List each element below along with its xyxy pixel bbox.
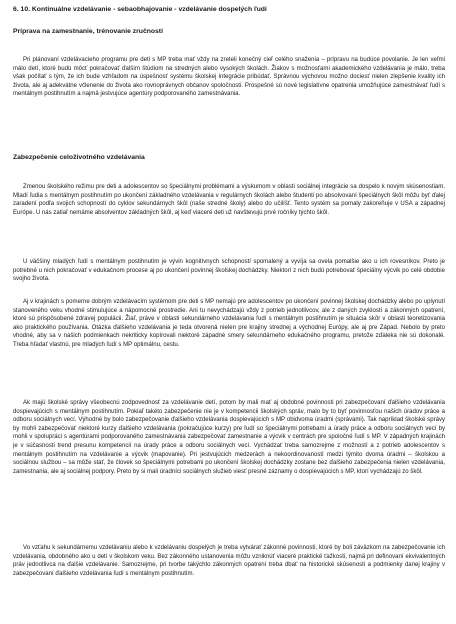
paragraph: Aj v krajinách s pomerne dobrým vzdelávacím systémom pre deti s MP nemajú pre adolescentov po ukončení povinnej školskej dochádzky alebo po uplynutí stanoveného veku vhodné stimulujúce a nápomocné prostredie. Ani tu nevychádzajú vždy z potrieb jednotlivcov, ale z daných zvyklostí a zákonných opatrení, ktoré sú prispôsobené zdravej populácii. Žiaľ, práve v oblasti sekundárneho vzdelávania ľudí s mentálnym postihnutím je situácia skôr v oblasti teoretizovania ako praktického používania. Otázka ďalšieho vzdelávania je teda otvorená nielen pre krajiny strednej a východnej Európy, ale aj pre Západ. Nebolo by preto vhodné, aby sa v našich podmienkach nekriticky kopírovali niektoré západné smery sekundárneho edukačného programu, pretože zďaleka nie sú dokonalé. Treba hľadať vlastnú, pre mladých ľudí s MP optimálnu, cestu. [13,299,445,348]
paragraph: Zmenou školského režimu pre deti a adolescentov so špeciálnymi problémami a výskumom v oblasti sociálnej integrácie sa dospelo k novým skúsenostiam. Mladí ľudia s mentálnym postihnutím po ukončení základného vzdelávania v regulárnych školách alebo študenti po absolvovaní špeciálnych škôl môžu byť ďalej zaradení podľa svojich schopností do cyklov sekundárnych škôl (naše stredné školy) alebo do učilíšť. Tento systém sa pomaly zakoreňuje v USA a západnej Európe. U nás zatiaľ nemáme absolventov základných škôl, aj keď viaceré deti už navštevujú prvé ročníky týchto škôl. [13,184,445,216]
paragraph: Ak majú školské správy všeobecnú zodpovednosť za vzdelávanie detí, potom by mali mať aj obdobné povinnosti pri zabezpečovaní ďalšieho vzdelávania dospievajúcich s mentálnym postihnutím. Pokiaľ takéto zabezpečenie nie je v kompetencii školských správ, malo by to byť povinnosťou našich úradov práce a odboru sociálnych vecí. Výhodné by bolo zabezpečovanie ďalšieho vzdelávania dospievajúcich s MP obidvoma úradmi (správami). Tak napríklad školské správy by mohli zabezpečovať niektoré kurzy ďalšieho vzdelávania (pokračujúce kurzy) pre ľudí so špeciálnymi potrebami a úrady práce a odboru sociálnych vecí by mohli v spolupráci s agentúrami podporovaného zamestnávania zabezpečovať zamestnanie a výcvik v centrách pre spoločné ľudí s MP. V západných krajinách je v súčasnosti trend presunu kompetencií na úrady práce a odboru sociálnych vecí. Vychádzať treba samozrejme z možností a z potrieb adolescentov s mentálnym postihnutím na vzdelávanie a výcvik (mapovanie). Pri jestvujúcich medzerách a nekoordinovaností medzi týmito dvoma úradmi – školskou a sociálnou službou – sa môže stať, že človek so špeciálnymi potrebami po ukončení školskej dochádzky zostane bez ďalšieho zabezpečenia nielen vzdelávania, zamestnania, ale aj sociálnej podpory. Preto by si mali úradníci sociálnych služieb viesť presné záznamy o dospievajúcich s MP, ktorí vychádzajú zo škôl. [13,400,445,475]
section-heading-lifelong-learning: Zabezpečenie celoživotného vzdelávania [13,154,145,161]
document-title: 6. 10. Kontinuálne vzdelávanie - sebaobhajovanie - vzdelávanie dospelých ľudí [13,6,267,13]
section-heading-job-preparation: Príprava na zamestnanie, trénovanie zručností [13,28,163,35]
paragraph: Pri plánovaní vzdelávacieho programu pre deti s MP treba mať vždy na zreteli konečný cieľ celého snaženia – prípravu na budúce povolanie. Je len veľmi málo detí, ktoré budú môcť pokračovať ďalším štúdiom na stredných alebo vysokých školách. Žiakov s možnosťami akademického vzdelávania je málo, treba však počítať s tým, že ich bude vzhľadom na úspešnosť systému školskej integrácie pribúdať. Správnou výchovou možno dociesť nielen zlepšenie kvality ich života, ale aj adekvátne včlenenie do života ako rovnoprávnych občanov spoločnosti. Prospešné sú nové legislatívne opatrenia umožňujúce zamestnávať ľudí s mentálnym postihnutím a najmä jestvujúce agentúry podporovaného zamestnávania. [13,57,445,98]
paragraph: Vo vzťahu k sekundárnemu vzdelávaniu alebo k vzdelávaniu dospelých je treba vytvárať zákonné povinnosti, ktoré by boli záväzkom na zabezpečovanie ich vzdelávania, obdobného ako u detí v školskom veku. Bez zákonného ustanovenia môžu vzniknúť viaceré praktické ťažkosti, najmä pri definovaní ekvivalentných práv jednotlivca na ďalšie vzdelávanie. Samozrejme, pri tvorbe takýchto zákonných opatrení treba dbať na historické skúsenosti a podmienky danej krajiny v zabezpečovaní ďalšieho vzdelávania ľudí s mentálnym postihnutím. [13,545,445,577]
paragraph: U väčšiny mladých ľudí s mentálnym postihnutím je vývin kognitívnych schopností spomalený a vyvíja sa ovela pomalšie ako u ich rovesníkov. Preto je potrebné u nich pokračovať v edukačnom procese aj po ukončení povinnej školskej dochádzky. Niektorí z nich budú potrebovať špeciálny výcvik po celé obdobie svojho života. [13,259,445,283]
